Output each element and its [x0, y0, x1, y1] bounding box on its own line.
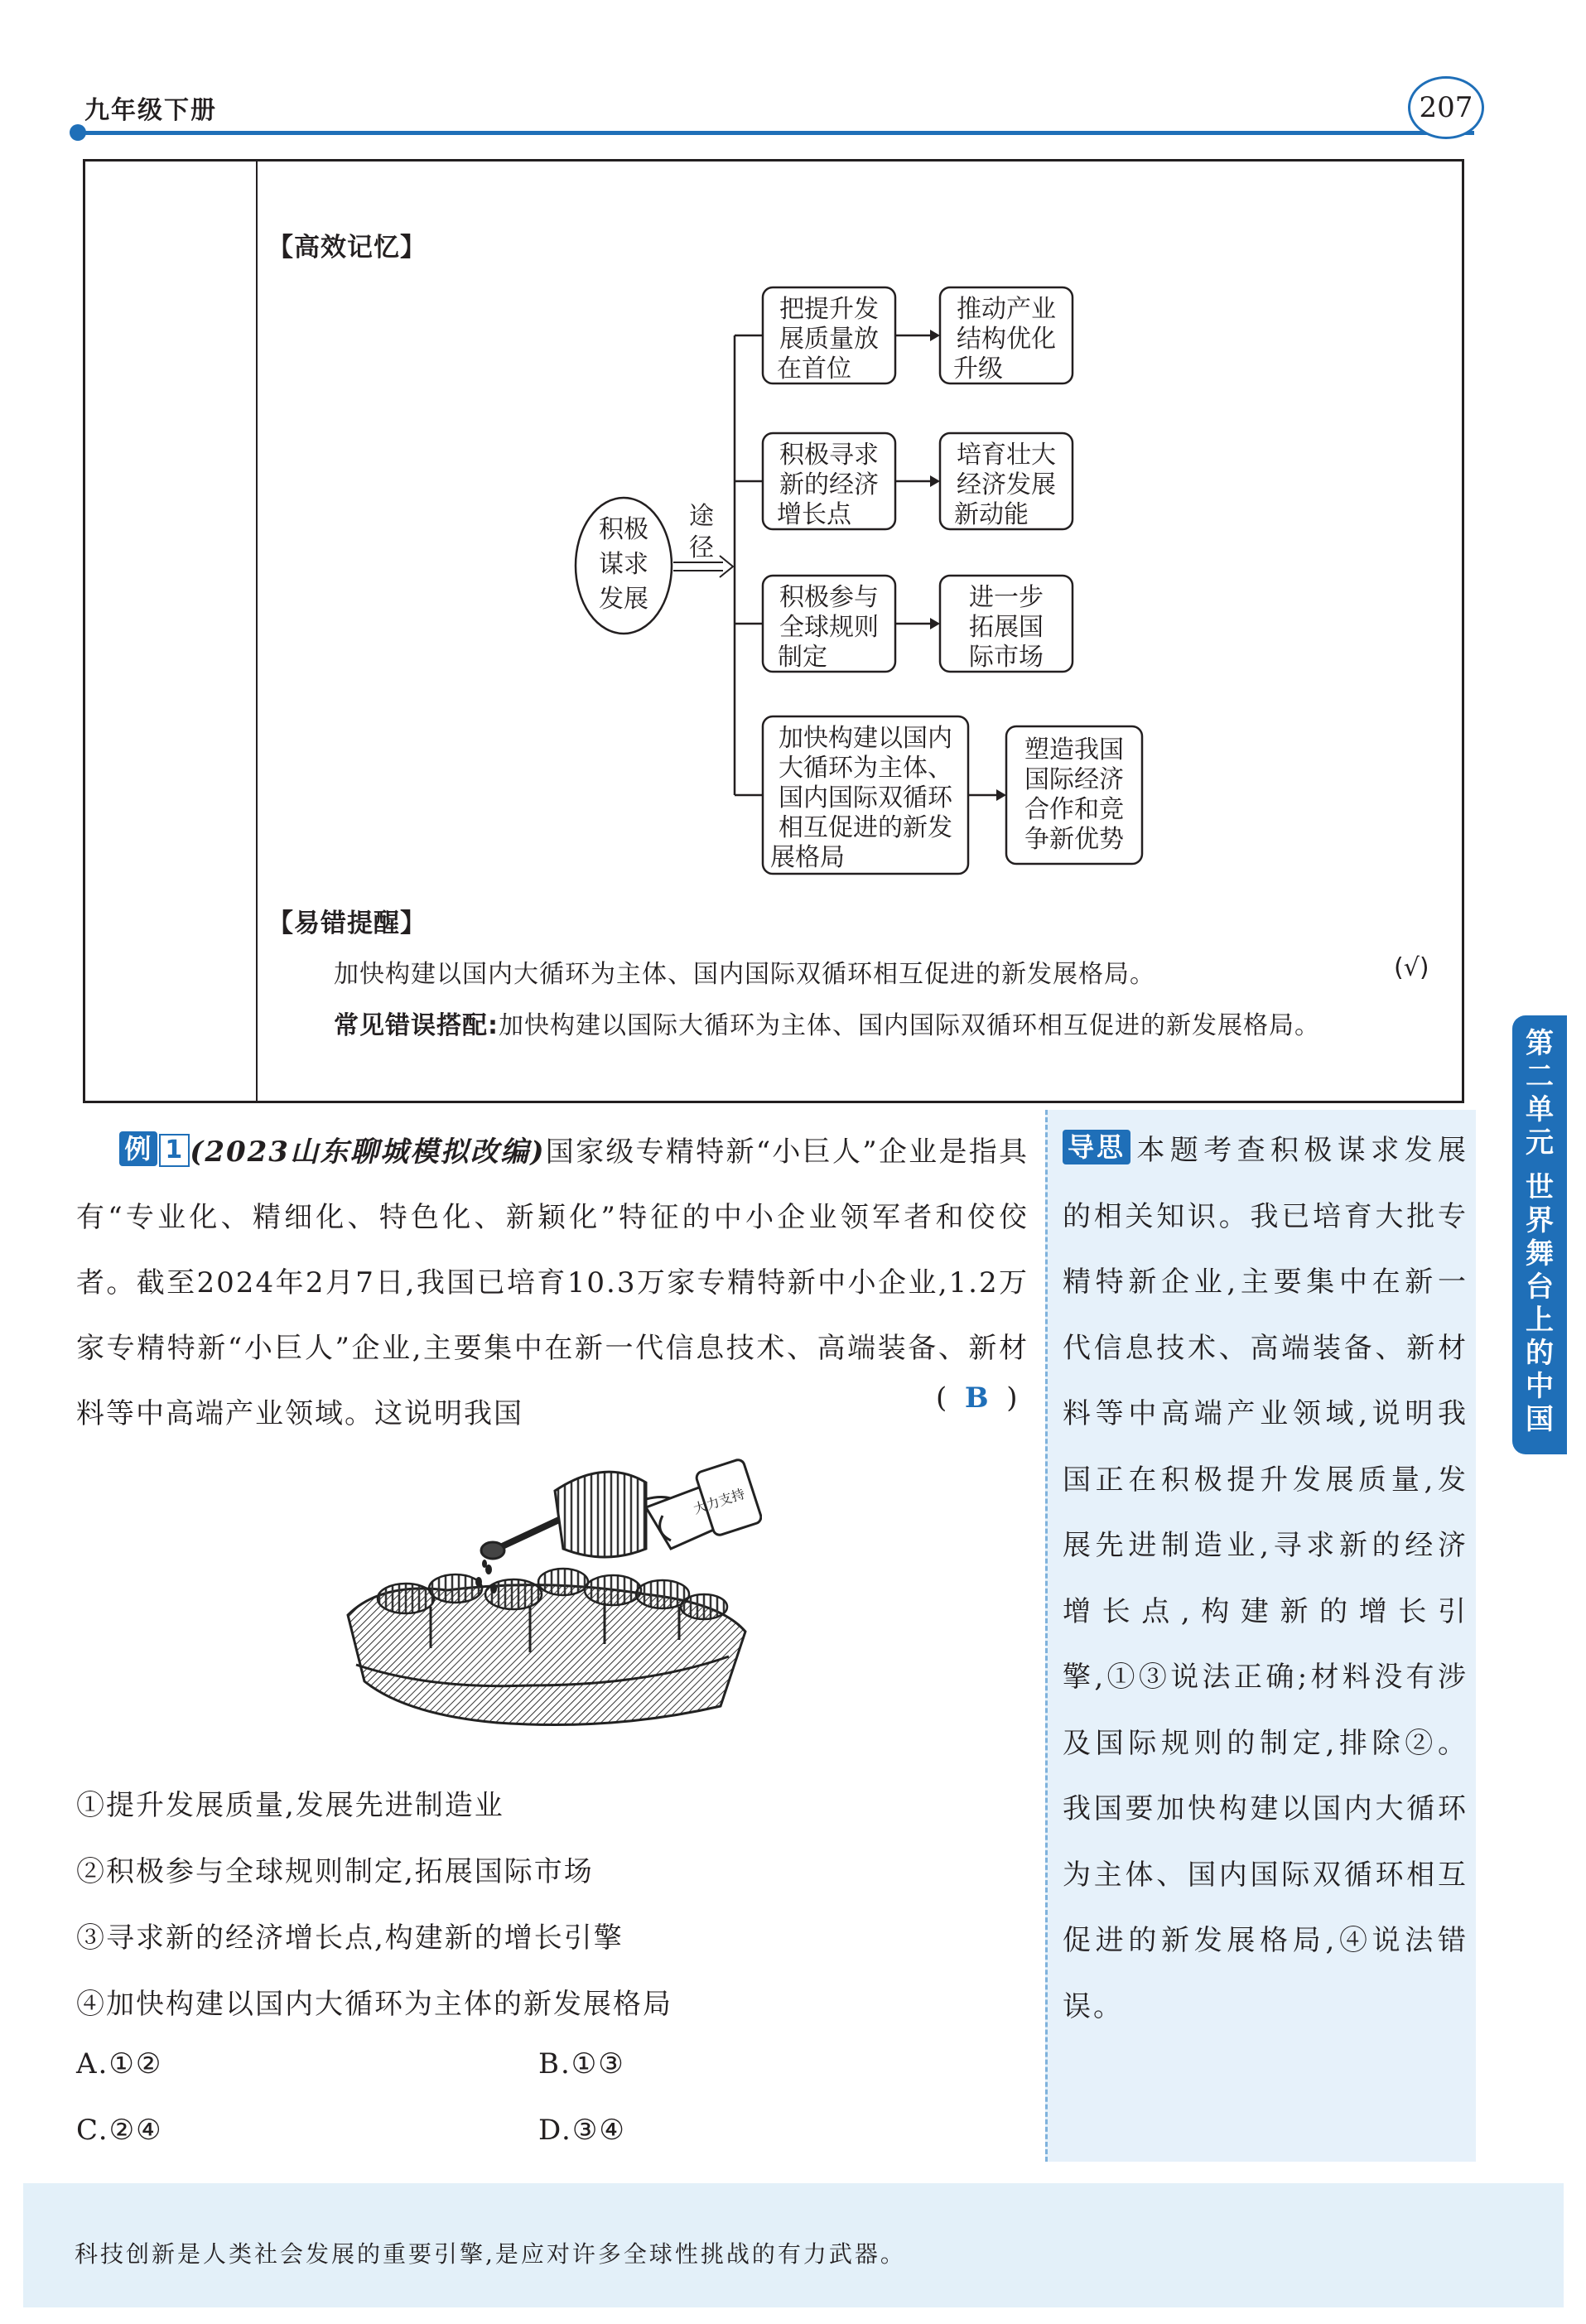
branch-2-left-line-3: 增长点	[777, 500, 851, 529]
mistake-common-error	[334, 1005, 1320, 1041]
question-source: (2023山东聊城模拟改编)	[190, 1135, 546, 1169]
branch-1-left-line-1: 把提升发	[779, 295, 879, 324]
branch-1-left-line-2: 展质量放	[779, 325, 879, 354]
example-number: 1	[159, 1134, 190, 1167]
center-node-text-3: 发展	[599, 585, 648, 614]
choice-c[interactable]: C.②④	[76, 2114, 163, 2147]
choice-a[interactable]: A.①②	[76, 2047, 163, 2081]
branch-4-left-line-3: 国内国际双循环	[779, 784, 952, 812]
branch-3-right-line-3: 际市场	[969, 643, 1044, 672]
branch-2-right-line-1: 培育壮大	[957, 441, 1056, 470]
mistake-section-title: 【易错提醒】	[268, 909, 427, 938]
answer-open-paren: (	[936, 1381, 947, 1415]
answer-letter: B	[964, 1381, 989, 1415]
branch-3-left-line-1: 积极参与	[779, 583, 879, 612]
center-node-text-1: 积极	[599, 515, 648, 544]
branch-1-right-line-3: 升级	[953, 354, 1003, 383]
guide-text-block	[1063, 1118, 1468, 2040]
branch-1-right-line-2: 结构优化	[957, 325, 1056, 354]
option-2: ②积极参与全球规则制定,拓展国际市场	[76, 1855, 594, 1888]
branch-4-right-line-3: 合作和竞	[1024, 795, 1124, 824]
unit-side-tab	[1512, 1015, 1567, 1454]
branch-4-right-line-2: 国际经济	[1024, 765, 1124, 794]
option-3: ③寻求新的经济增长点,构建新的增长引擎	[76, 1921, 624, 1955]
side-tab-char: 国	[1526, 1403, 1554, 1436]
footer-quote: 科技创新是人类社会发展的重要引擎,是应对许多全球性挑战的有力武器。	[75, 2240, 906, 2268]
mistake-common-text: 加快构建以国际大循环为主体、国内国际双循环相互促进的新发展格局。	[499, 1011, 1320, 1040]
question-text: 国家级专精特新“小巨人”企业是指具有“专业化、精细化、特色化、新颖化”特征的中小企业领军者和佼佼者。截至2024年2月7日,我国已培育10.3万家专精特新中小企业,1.2万家专精特新“小巨人”企业,主要集中在新一代信息技术、高端装备、新材料等中高端产业领域。这说明我国	[76, 1135, 1029, 1430]
example-badge: 例	[119, 1131, 157, 1166]
guide-panel	[1045, 1110, 1476, 2162]
connector-label-1: 途	[689, 502, 714, 531]
page-number: 207	[1408, 76, 1484, 139]
branch-3-left-line-2: 全球规则	[779, 613, 879, 642]
side-tab-char: 中	[1526, 1370, 1554, 1403]
branch-2-right-line-2: 经济发展	[957, 470, 1056, 499]
mistake-mark: (√)	[1394, 953, 1429, 982]
mistake-common-label: 常见错误搭配:	[334, 1011, 499, 1040]
answer-close-paren: )	[1006, 1381, 1018, 1415]
branch-1-right-line-1: 推动产业	[957, 295, 1056, 324]
answer-slot	[936, 1381, 1018, 1415]
mistake-statement: 加快构建以国内大循环为主体、国内国际双循环相互促进的新发展格局。	[334, 960, 1155, 989]
branch-4-left-line-5: 展格局	[770, 843, 845, 872]
side-tab-char: 舞	[1526, 1237, 1554, 1270]
knowledge-box	[83, 159, 1464, 1103]
header-rule	[80, 131, 1474, 135]
side-tab-char: 二	[1526, 1060, 1554, 1093]
option-4: ④加快构建以国内大循环为主体的新发展格局	[76, 1988, 672, 2021]
branch-3-right-line-2: 拓展国	[969, 613, 1044, 642]
branch-bracket	[735, 335, 763, 795]
guide-badge: 导思	[1063, 1130, 1130, 1164]
memory-diagram	[85, 162, 1467, 907]
side-tab-char: 上	[1526, 1304, 1554, 1337]
branch-2-left-line-2: 新的经济	[779, 470, 879, 499]
branch-2-left-line-1: 积极寻求	[779, 441, 879, 470]
side-tab-char: 元	[1526, 1126, 1554, 1160]
grade-label: 九年级下册	[84, 96, 217, 125]
branch-2-right-line-3: 新动能	[954, 500, 1029, 529]
side-tab-char: 的	[1526, 1337, 1554, 1370]
choice-d[interactable]: D.③④	[538, 2114, 626, 2147]
branch-4-right-line-1: 塑造我国	[1024, 735, 1124, 764]
side-tab-char: 第	[1526, 1027, 1554, 1060]
side-tab-char: 单	[1526, 1093, 1554, 1126]
side-tab-char: 界	[1526, 1204, 1554, 1237]
guide-explanation: 本题考查积极谋求发展的相关知识。我已培育大批专精特新企业,主要集中在新一代信息技术、高端装备、新材料等中高端产业领域,说明我国正在积极提升发展质量,发展先进制造业,寻求新的经济增长点,构建新的增长引擎,①③说法正确;材料没有涉及国际规则的制定,排除②。我国要加快构建以国内大循环为主体、国内国际双循环相互促进的新发展格局,④说法错误。	[1063, 1134, 1468, 2023]
branch-3-left-line-3: 制定	[778, 643, 827, 672]
memory-section-title: 【高效记忆】	[268, 233, 427, 263]
connector-label-2: 径	[689, 533, 714, 562]
side-tab-char: 世	[1526, 1171, 1554, 1204]
option-1: ①提升发展质量,发展先进制造业	[76, 1789, 504, 1822]
cartoon-label: 大力支持	[691, 1485, 747, 1517]
cartoon-illustration	[331, 1458, 762, 1748]
side-tab-char: 台	[1526, 1270, 1554, 1304]
choice-b[interactable]: B.①③	[538, 2047, 625, 2081]
branch-4-left-line-1: 加快构建以国内	[779, 724, 952, 753]
branch-1-left-line-3: 在首位	[777, 354, 851, 383]
branch-4-right-line-4: 争新优势	[1024, 825, 1124, 854]
branch-4-left-line-2: 大循环为主体、	[779, 754, 952, 783]
question-stem	[76, 1120, 1029, 1447]
branch-4-left-line-4: 相互促进的新发	[779, 813, 952, 842]
center-node-text-2: 谋求	[599, 550, 648, 579]
branch-3-right-line-1: 进一步	[969, 583, 1044, 612]
